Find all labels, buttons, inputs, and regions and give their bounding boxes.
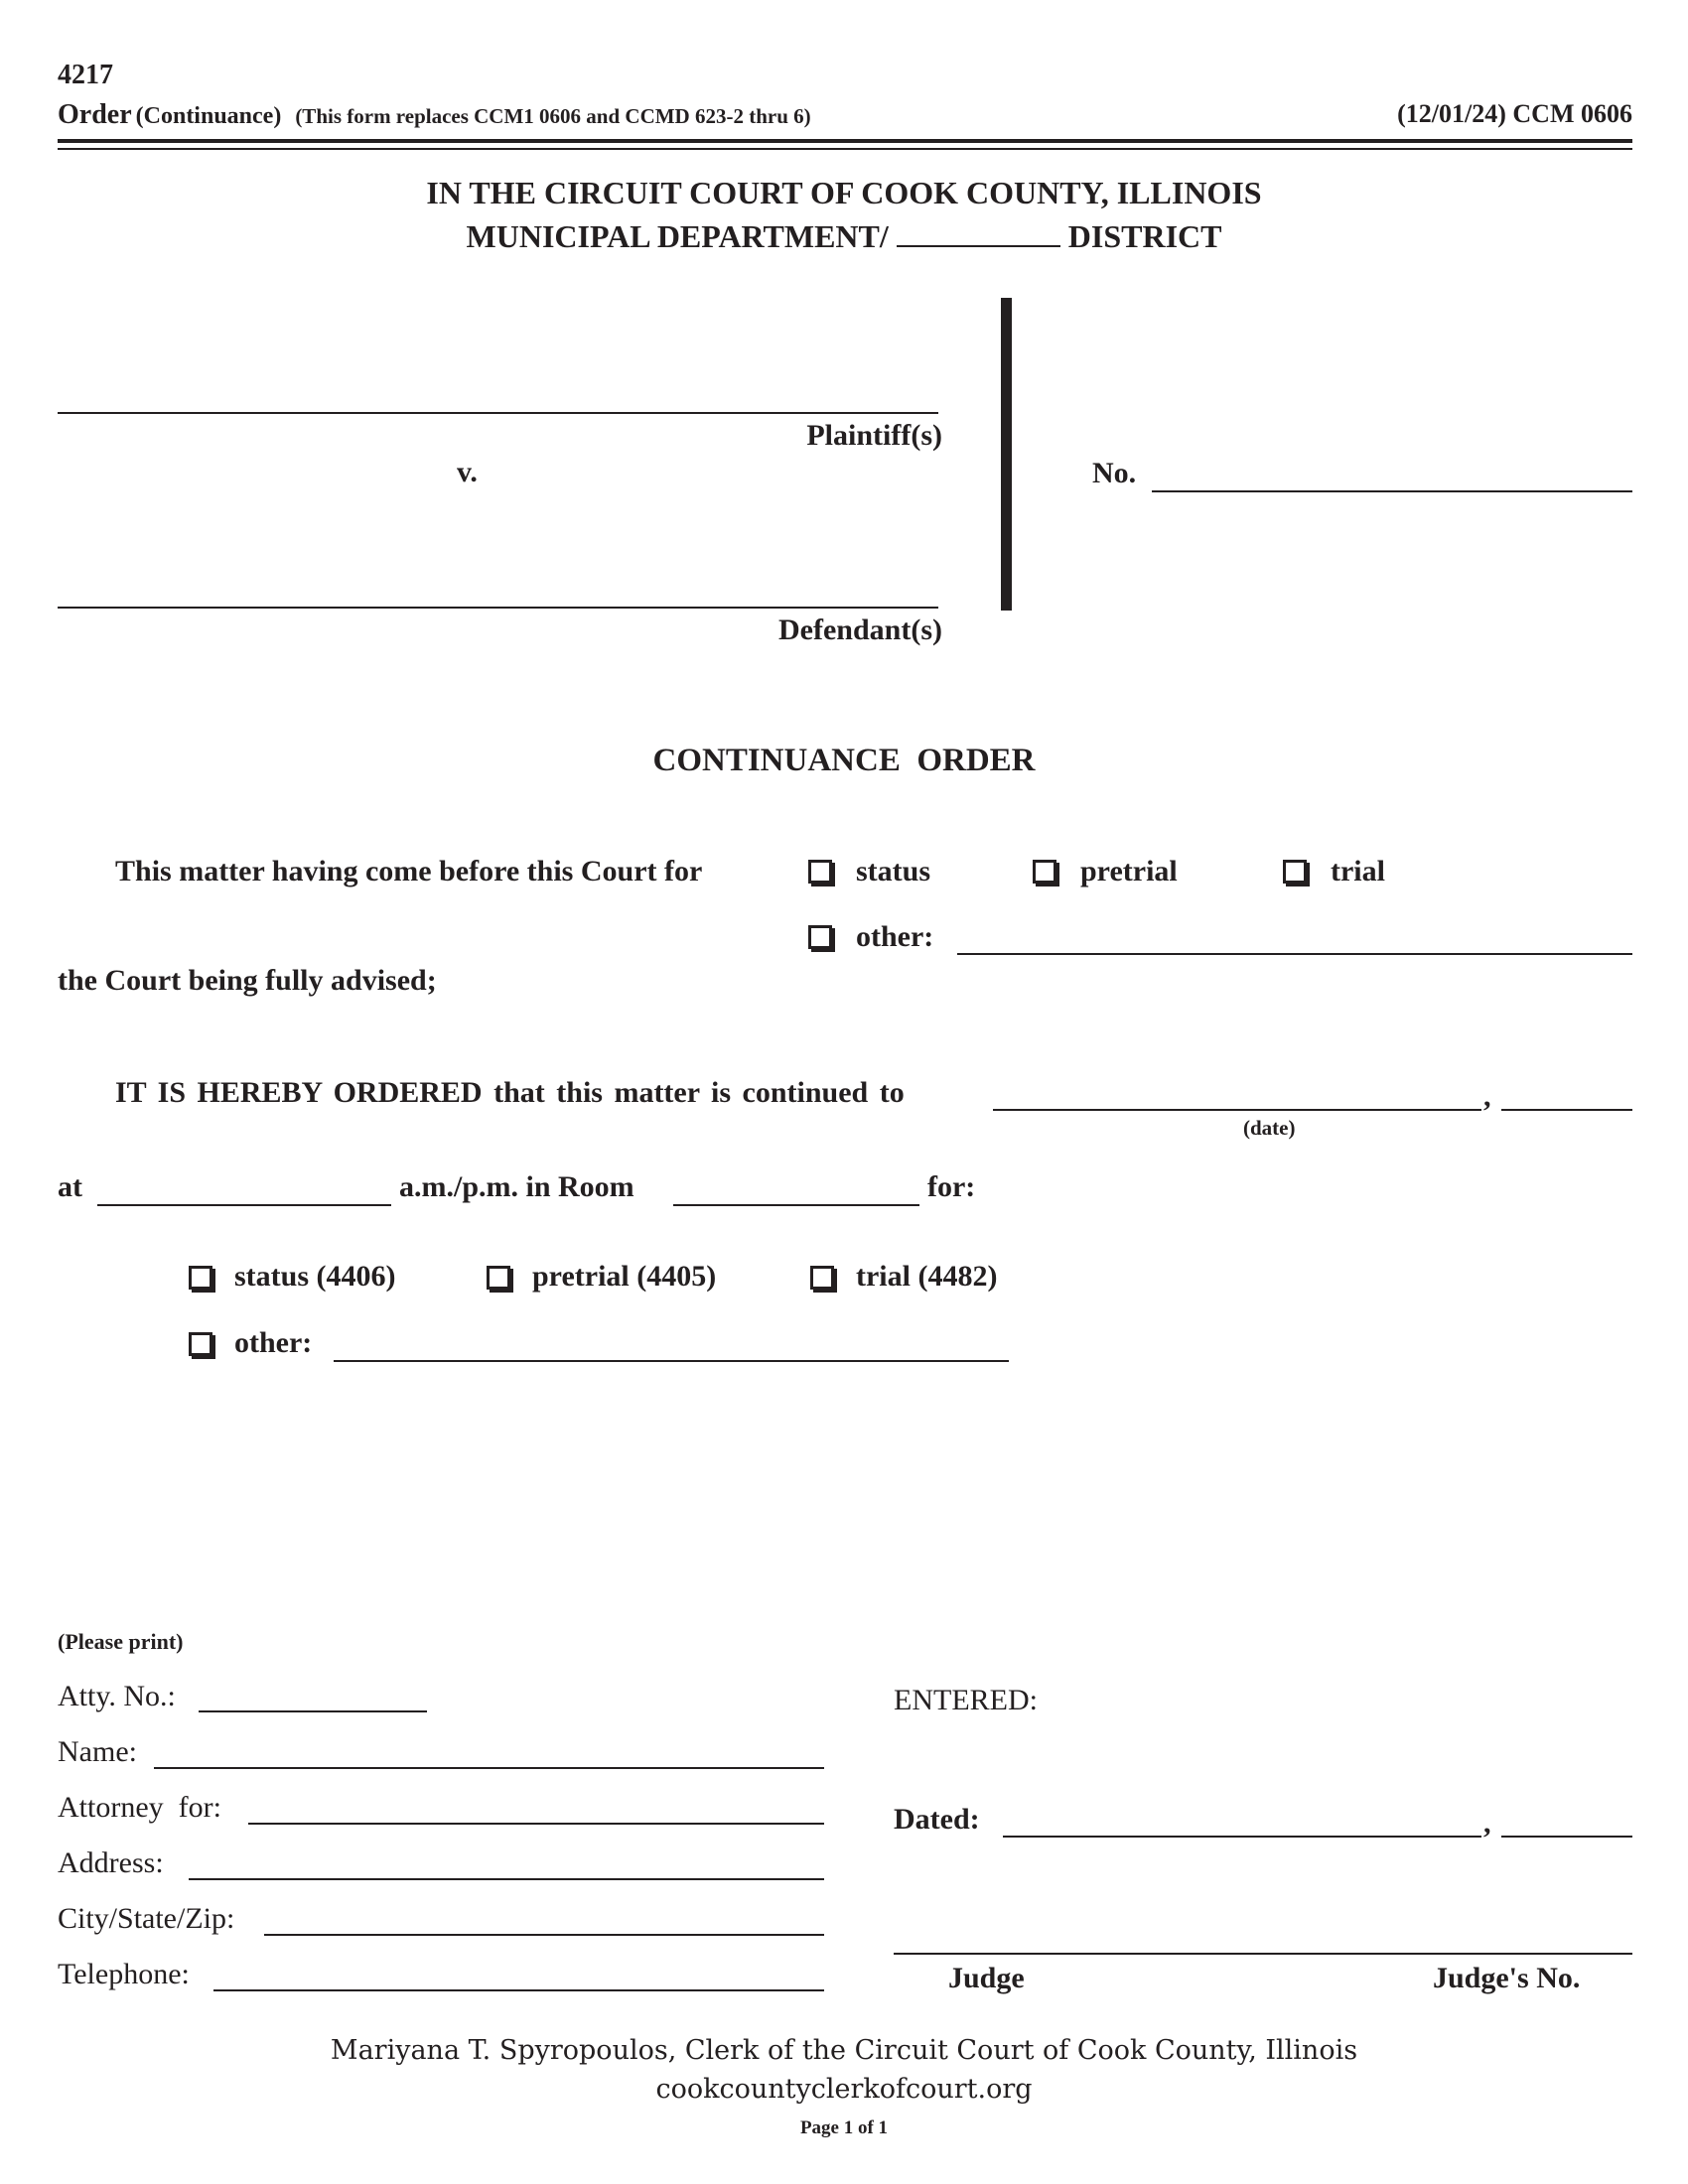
other-after-checkbox[interactable]: [189, 1332, 212, 1356]
room-field[interactable]: [673, 1204, 919, 1206]
continued-date-field[interactable]: [993, 1109, 1481, 1111]
trial-4482-checkbox[interactable]: [810, 1266, 834, 1290]
case-number-field[interactable]: [1152, 490, 1632, 492]
at-label: at: [58, 1170, 82, 1203]
entered-label: ENTERED:: [894, 1684, 1038, 1716]
judge-signature-field[interactable]: [894, 1953, 1632, 1955]
department-label: MUNICIPAL DEPARTMENT/: [466, 218, 889, 254]
form-subtype: (Continuance): [135, 103, 282, 129]
atty-no-label: Atty. No.:: [58, 1680, 176, 1712]
status-option-label: status: [856, 855, 931, 887]
page-number: Page 1 of 1: [799, 2117, 889, 2138]
advised-text: the Court being fully advised;: [58, 964, 437, 997]
versus-label: v.: [457, 456, 478, 488]
district-field[interactable]: [897, 217, 1060, 247]
name-label: Name:: [58, 1735, 137, 1768]
telephone-field[interactable]: [213, 1989, 824, 1991]
defendant-field[interactable]: [58, 607, 938, 609]
continued-year-field[interactable]: [1501, 1109, 1632, 1111]
other-reason-field[interactable]: [957, 953, 1632, 955]
address-label: Address:: [58, 1846, 164, 1879]
dated-comma: ,: [1483, 1807, 1491, 1840]
status-4406-label: status (4406): [234, 1260, 396, 1293]
district-label: DISTRICT: [1067, 218, 1222, 254]
department-line: [0, 217, 1688, 255]
form-type: Order: [58, 99, 132, 130]
pretrial-4405-checkbox[interactable]: [487, 1266, 510, 1290]
city-state-zip-label: City/State/Zip:: [58, 1902, 235, 1935]
atty-no-field[interactable]: [199, 1710, 427, 1712]
plaintiff-field[interactable]: [58, 412, 938, 414]
attorney-for-field[interactable]: [248, 1823, 824, 1825]
clerk-website[interactable]: cookcountyclerkofcourt.org: [655, 2074, 1033, 2105]
other-after-label: other:: [234, 1326, 313, 1359]
header-rule-thin: [58, 148, 1632, 150]
header-rule-thick: [58, 139, 1632, 143]
address-field[interactable]: [189, 1878, 824, 1880]
ampm-room-label: a.m./p.m. in Room: [399, 1170, 634, 1203]
case-no-label: No.: [1092, 457, 1137, 489]
attorney-for-label: Attorney for:: [58, 1791, 221, 1824]
replaces-note: (This form replaces CCM1 0606 and CCMD 623-2 thru 6): [295, 104, 811, 128]
pretrial-checkbox[interactable]: [1033, 860, 1056, 884]
judge-label: Judge: [948, 1962, 1025, 1994]
pretrial-option-label: pretrial: [1080, 855, 1178, 887]
please-print-note: (Please print): [58, 1629, 184, 1654]
telephone-label: Telephone:: [58, 1958, 190, 1990]
city-state-zip-field[interactable]: [264, 1934, 824, 1936]
dated-year-field[interactable]: [1501, 1836, 1632, 1838]
date-caption: (date): [1243, 1116, 1296, 1140]
trial-4482-label: trial (4482): [856, 1260, 998, 1293]
status-checkbox[interactable]: [808, 860, 832, 884]
caption-divider: [1001, 298, 1012, 611]
form-title: [58, 99, 811, 131]
pretrial-4405-label: pretrial (4405): [532, 1260, 717, 1293]
ordered-text: IT IS HEREBY ORDERED that this matter is continued to: [115, 1076, 905, 1109]
court-heading: IN THE CIRCUIT COURT OF COOK COUNTY, ILLINOIS: [426, 175, 1262, 210]
plaintiff-label: Plaintiff(s): [806, 419, 942, 452]
order-title: CONTINUANCE ORDER: [652, 743, 1036, 778]
revision-code: (12/01/24) CCM 0606: [1397, 99, 1632, 128]
form-number: 4217: [58, 60, 113, 90]
judge-no-label: Judge's No.: [1433, 1962, 1581, 1994]
defendant-label: Defendant(s): [778, 614, 942, 646]
dated-label: Dated:: [894, 1803, 980, 1836]
trial-checkbox[interactable]: [1283, 860, 1307, 884]
status-4406-checkbox[interactable]: [189, 1266, 212, 1290]
other-checkbox[interactable]: [808, 925, 832, 949]
trial-option-label: trial: [1331, 855, 1385, 887]
intro-text: This matter having come before this Court for: [115, 855, 703, 887]
other-option-label: other:: [856, 920, 934, 953]
for-label: for:: [927, 1170, 976, 1203]
name-field[interactable]: [154, 1767, 824, 1769]
other-after-field[interactable]: [334, 1360, 1009, 1362]
clerk-line: Mariyana T. Spyropoulos, Clerk of the Circuit Court of Cook County, Illinois: [330, 2035, 1358, 2066]
dated-field[interactable]: [1003, 1836, 1481, 1838]
date-comma: ,: [1483, 1080, 1491, 1113]
time-field[interactable]: [97, 1204, 391, 1206]
